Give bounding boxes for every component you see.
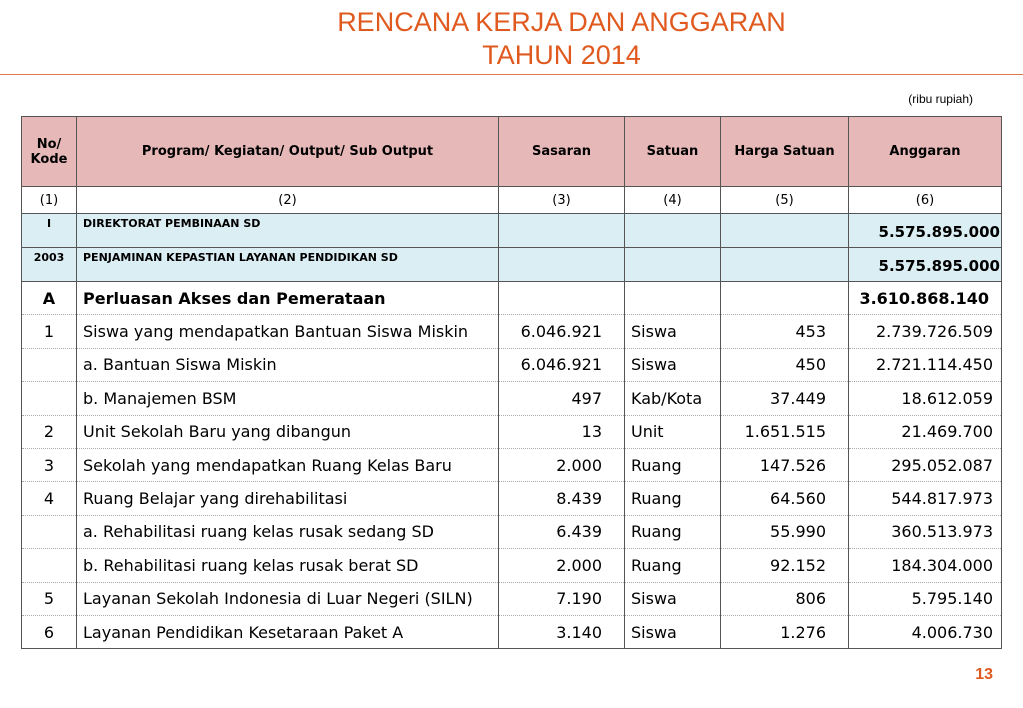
row-harga-satuan: 450 [721,348,849,381]
row-name: Unit Sekolah Baru yang dibangun [77,415,499,448]
row-satuan: Ruang [625,549,721,582]
row-anggaran: 3.610.868.140 [849,282,1002,315]
row-anggaran: 360.513.973 [849,515,1002,548]
table-row [22,582,1002,615]
table-row [22,348,1002,381]
row-satuan: Ruang [625,515,721,548]
row-harga-satuan: 92.152 [721,549,849,582]
table-row [22,282,1002,315]
row-no [22,382,77,415]
row-harga-satuan: 1.651.515 [721,415,849,448]
program-name: PENJAMINAN KEPASTIAN LAYANAN PENDIDIKAN SD [77,248,499,282]
table-row [22,382,1002,415]
row-anggaran: 184.304.000 [849,549,1002,582]
row-anggaran: 2.721.114.450 [849,348,1002,381]
row-sasaran: 2.000 [499,549,625,582]
row-anggaran: 4.006.730 [849,615,1002,648]
row-satuan: Kab/Kota [625,382,721,415]
row-name: Ruang Belajar yang direhabilitasi [77,482,499,515]
program-row [22,248,1002,282]
empty-cell [625,248,721,282]
row-harga-satuan: 37.449 [721,382,849,415]
row-satuan [625,282,721,315]
empty-cell [625,214,721,248]
row-no: 1 [22,315,77,348]
column-number: (3) [499,187,625,214]
program-code: I [22,214,77,248]
header-satuan: Satuan [625,117,721,187]
row-anggaran: 21.469.700 [849,415,1002,448]
row-no: 4 [22,482,77,515]
header-row [22,117,1002,187]
row-anggaran: 18.612.059 [849,382,1002,415]
row-sasaran: 13 [499,415,625,448]
row-satuan: Siswa [625,315,721,348]
table-row [22,415,1002,448]
page-title [0,6,1023,72]
header-no-kode: No/ Kode [22,117,77,187]
row-name: b. Manajemen BSM [77,382,499,415]
empty-cell [499,214,625,248]
row-anggaran: 5.795.140 [849,582,1002,615]
column-number: (4) [625,187,721,214]
row-name: a. Bantuan Siswa Miskin [77,348,499,381]
column-number: (2) [77,187,499,214]
column-number: (1) [22,187,77,214]
row-no [22,515,77,548]
table-row [22,615,1002,648]
row-no [22,348,77,381]
row-sasaran: 8.439 [499,482,625,515]
row-satuan: Ruang [625,482,721,515]
row-name: a. Rehabilitasi ruang kelas rusak sedang SD [77,515,499,548]
program-name: DIREKTORAT PEMBINAAN SD [77,214,499,248]
row-no: 5 [22,582,77,615]
title-line-2: TAHUN 2014 [482,40,641,70]
row-sasaran: 7.190 [499,582,625,615]
row-harga-satuan: 453 [721,315,849,348]
row-satuan: Ruang [625,448,721,481]
row-sasaran: 497 [499,382,625,415]
empty-cell [499,248,625,282]
row-harga-satuan: 806 [721,582,849,615]
row-satuan: Unit [625,415,721,448]
program-row [22,214,1002,248]
row-harga-satuan: 147.526 [721,448,849,481]
empty-cell [721,214,849,248]
column-number: (6) [849,187,1002,214]
header-harga-satuan: Harga Satuan [721,117,849,187]
row-name: Layanan Pendidikan Kesetaraan Paket A [77,615,499,648]
header-sasaran: Sasaran [499,117,625,187]
header-program: Program/ Kegiatan/ Output/ Sub Output [77,117,499,187]
row-harga-satuan: 1.276 [721,615,849,648]
title-line-1: RENCANA KERJA DAN ANGGARAN [337,7,786,37]
table-row [22,315,1002,348]
table-row [22,515,1002,548]
row-name: Siswa yang mendapatkan Bantuan Siswa Miskin [77,315,499,348]
page-number: 13 [975,666,993,683]
program-anggaran: 5.575.895.000 [849,248,1002,282]
row-sasaran: 3.140 [499,615,625,648]
row-harga-satuan: 55.990 [721,515,849,548]
row-sasaran: 6.046.921 [499,348,625,381]
table-row [22,448,1002,481]
row-sasaran: 6.439 [499,515,625,548]
row-name: Layanan Sekolah Indonesia di Luar Negeri (SILN) [77,582,499,615]
row-satuan: Siswa [625,615,721,648]
table-row [22,482,1002,515]
unit-note: (ribu rupiah) [908,92,973,106]
row-no: 6 [22,615,77,648]
row-no: 3 [22,448,77,481]
row-satuan: Siswa [625,582,721,615]
budget-table [21,116,1002,649]
row-sasaran: 2.000 [499,448,625,481]
row-no: 2 [22,415,77,448]
row-anggaran: 544.817.973 [849,482,1002,515]
row-sasaran [499,282,625,315]
row-sasaran: 6.046.921 [499,315,625,348]
row-no [22,549,77,582]
table-row [22,549,1002,582]
program-code: 2003 [22,248,77,282]
row-name: b. Rehabilitasi ruang kelas rusak berat SD [77,549,499,582]
header-anggaran: Anggaran [849,117,1002,187]
row-name: Perluasan Akses dan Pemerataan [77,282,499,315]
empty-cell [721,248,849,282]
row-no: A [22,282,77,315]
row-harga-satuan [721,282,849,315]
row-anggaran: 295.052.087 [849,448,1002,481]
column-number: (5) [721,187,849,214]
row-name: Sekolah yang mendapatkan Ruang Kelas Baru [77,448,499,481]
title-divider [0,74,1023,75]
program-anggaran: 5.575.895.000 [849,214,1002,248]
row-harga-satuan: 64.560 [721,482,849,515]
row-anggaran: 2.739.726.509 [849,315,1002,348]
row-satuan: Siswa [625,348,721,381]
column-number-row [22,187,1002,214]
